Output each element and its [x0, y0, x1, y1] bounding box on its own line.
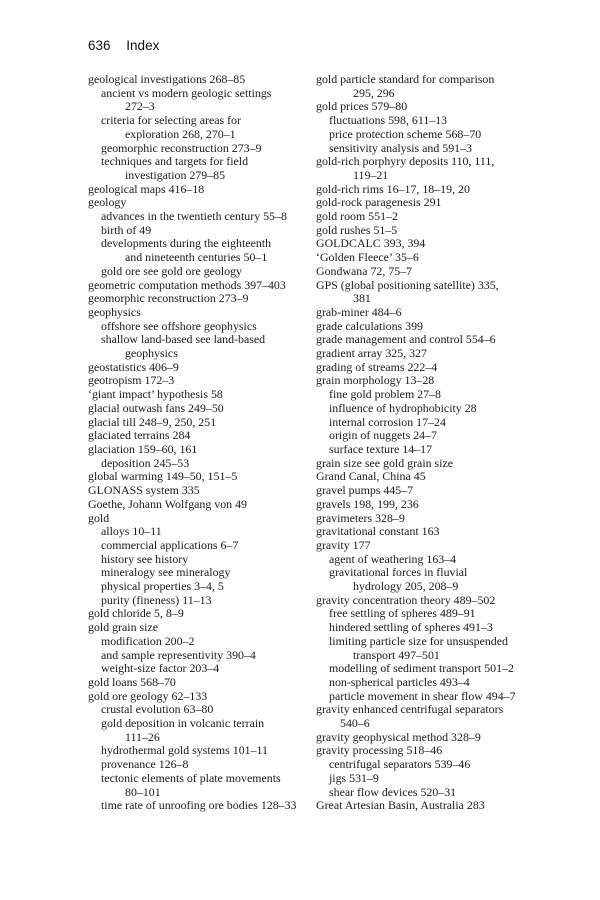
index-entry: gold loans 568–70: [88, 674, 176, 689]
index-entry: GOLDCALC 393, 394: [316, 236, 426, 251]
index-subentry: geophysics: [125, 346, 178, 361]
index-subentry: offshore see offshore geophysics: [101, 318, 257, 333]
index-subentry: ancient vs modern geologic settings: [101, 85, 272, 100]
index-entry: gravimeters 328–9: [316, 510, 405, 525]
index-entry: gold-rich rims 16–17, 18–19, 20: [316, 181, 470, 196]
index-subentry: jigs 531–9: [329, 770, 379, 785]
index-entry: gravitational constant 163: [316, 524, 440, 539]
index-entry: gold particle standard for comparison: [316, 72, 495, 86]
index-entry: glaciation 159–60, 161: [88, 441, 198, 456]
index-entry: gold-rich porphyry deposits 110, 111,: [316, 154, 495, 169]
index-entry: geological investigations 268–85: [88, 72, 246, 86]
index-subentry: origin of nuggets 24–7: [329, 428, 437, 443]
index-subentry: commercial applications 6–7: [101, 537, 239, 552]
index-entry: grain size see gold grain size: [316, 455, 454, 470]
index-subentry: transport 497–501: [353, 647, 440, 662]
index-subentry: gold deposition in volcanic terrain: [101, 716, 265, 731]
index-subentry: advances in the twentieth century 55–8: [101, 209, 287, 224]
index-entry: gold rushes 51–5: [316, 222, 398, 237]
index-subentry: particle movement in shear flow 494–7: [329, 688, 516, 703]
index-subentry: fluctuations 598, 611–13: [329, 113, 448, 128]
section-title: Index: [126, 38, 160, 53]
index-subentry: 272–3: [125, 99, 155, 114]
index-subentry: modelling of sediment transport 501–2: [329, 661, 514, 676]
index-subentry: geomorphic reconstruction 273–9: [101, 140, 262, 155]
index-entry: GPS (global positioning satellite) 335,: [316, 277, 499, 292]
index-subentry: provenance 126–8: [101, 757, 189, 772]
index-entry: gravity processing 518–46: [316, 743, 443, 758]
index-subentry: 295, 296: [353, 85, 395, 100]
index-subentry: mineralogy see mineralogy: [101, 565, 231, 580]
index-entry: ‘Golden Fleece’ 35–6: [316, 250, 419, 265]
index-subentry: weight-size factor 203–4: [101, 661, 220, 676]
index-subentry: fine gold problem 27–8: [329, 387, 441, 402]
index-subentry: internal corrosion 17–24: [329, 414, 446, 429]
index-subentry: and nineteenth centuries 50–1: [125, 250, 268, 265]
index-subentry: price protection scheme 568–70: [329, 126, 482, 141]
index-subentry: tectonic elements of plate movements: [101, 770, 281, 785]
index-subentry: hindered settling of spheres 491–3: [329, 620, 493, 635]
index-subentry: shallow land-based see land-based: [101, 332, 266, 347]
index-subentry: hydrology 205, 208–9: [353, 579, 459, 594]
index-entry: geophysics: [88, 304, 141, 319]
index-subentry: gold ore see gold ore geology: [101, 263, 242, 278]
index-entry: geotropism 172–3: [88, 373, 175, 388]
index-entry: grab-miner 484–6: [316, 304, 402, 319]
index-entry: geology: [88, 195, 127, 210]
index-subentry: purity (fineness) 11–13: [101, 592, 212, 607]
index-entry: grain morphology 13–28: [316, 373, 435, 388]
index-entry: gravity enhanced centrifugal separators: [316, 702, 504, 717]
index-subentry: centrifugal separators 539–46: [329, 757, 471, 772]
index-subentry: physical properties 3–4, 5: [101, 579, 224, 594]
index-entry: gravity geophysical method 328–9: [316, 729, 481, 744]
index-subentry: crustal evolution 63–80: [101, 702, 214, 717]
index-subentry: 119–21: [353, 167, 389, 182]
index-subentry: shear flow devices 520–31: [329, 784, 457, 799]
index-subentry: sensitivity analysis and 591–3: [329, 140, 473, 155]
index-column-left: [88, 73, 306, 813]
index-entry: gravels 198, 199, 236: [316, 496, 419, 511]
index-entry: GLONASS system 335: [88, 483, 200, 498]
index-entry: ‘giant impact’ hypothesis 58: [88, 387, 223, 402]
index-subentry: surface texture 14–17: [329, 441, 433, 456]
index-entry: glaciated terrains 284: [88, 428, 191, 443]
index-subentry: agent of weathering 163–4: [329, 551, 457, 566]
index-entry: geomorphic reconstruction 273–9: [88, 291, 249, 306]
running-header: [88, 38, 159, 53]
page-number: 636: [88, 38, 111, 53]
index-entry: grading of streams 222–4: [316, 359, 438, 374]
index-subentry: techniques and targets for field: [101, 154, 249, 169]
index-entry: gold ore geology 62–133: [88, 688, 208, 703]
index-entry: Goethe, Johann Wolfgang von 49: [88, 496, 247, 511]
index-entry: Great Artesian Basin, Australia 283: [316, 798, 485, 813]
index-subentry: 540–6: [340, 716, 370, 731]
index-entry: geological maps 416–18: [88, 181, 205, 196]
index-subentry: time rate of unroofing ore bodies 128–33: [101, 798, 297, 813]
index-entry: gold room 551–2: [316, 209, 398, 224]
index-subentry: hydrothermal gold systems 101–11: [101, 743, 269, 758]
index-entry: grade management and control 554–6: [316, 332, 496, 347]
index-entry: grade calculations 399: [316, 318, 423, 333]
index-entry: Gondwana 72, 75–7: [316, 263, 413, 278]
index-entry: gravity 177: [316, 537, 371, 552]
index-subentry: 111–26: [125, 729, 160, 744]
index-subentry: influence of hydrophobicity 28: [329, 400, 477, 415]
index-entry: gravel pumps 445–7: [316, 483, 414, 498]
index-column-right: [316, 73, 528, 813]
index-entry: geometric computation methods 397–403: [88, 277, 286, 292]
index-subentry: free settling of spheres 489–91: [329, 606, 476, 621]
index-subentry: developments during the eighteenth: [101, 236, 272, 251]
index-entry: glacial till 248–9, 250, 251: [88, 414, 217, 429]
index-subentry: alloys 10–11: [101, 524, 162, 539]
index-entry: glacial outwash fans 249–50: [88, 400, 224, 415]
index-entry: gold chloride 5, 8–9: [88, 606, 184, 621]
index-subentry: history see history: [101, 551, 189, 566]
index-entry: gold-rock paragenesis 291: [316, 195, 442, 210]
index-subentry: 80–101: [125, 784, 161, 799]
index-subentry: exploration 268, 270–1: [125, 126, 236, 141]
index-subentry: limiting particle size for unsuspended: [329, 633, 508, 648]
index-subentry: 381: [353, 291, 371, 306]
index-subentry: and sample representivity 390–4: [101, 647, 256, 662]
index-entry: global warming 149–50, 151–5: [88, 469, 238, 484]
index-entry: geostatistics 406–9: [88, 359, 179, 374]
index-subentry: modification 200–2: [101, 633, 195, 648]
index-subentry: birth of 49: [101, 222, 152, 237]
index-subentry: deposition 245–53: [101, 455, 190, 470]
index-subentry: gravitational forces in fluvial: [329, 565, 468, 580]
index-entry: gradient array 325, 327: [316, 346, 427, 361]
index-entry: gravity concentration theory 489–502: [316, 592, 496, 607]
index-entry: gold grain size: [88, 620, 159, 635]
index-subentry: non-spherical particles 493–4: [329, 674, 470, 689]
index-entry: Grand Canal, China 45: [316, 469, 426, 484]
index-entry: gold: [88, 510, 110, 525]
index-entry: gold prices 579–80: [316, 99, 408, 114]
index-subentry: investigation 279–85: [125, 167, 226, 182]
index-subentry: criteria for selecting areas for: [101, 113, 241, 128]
